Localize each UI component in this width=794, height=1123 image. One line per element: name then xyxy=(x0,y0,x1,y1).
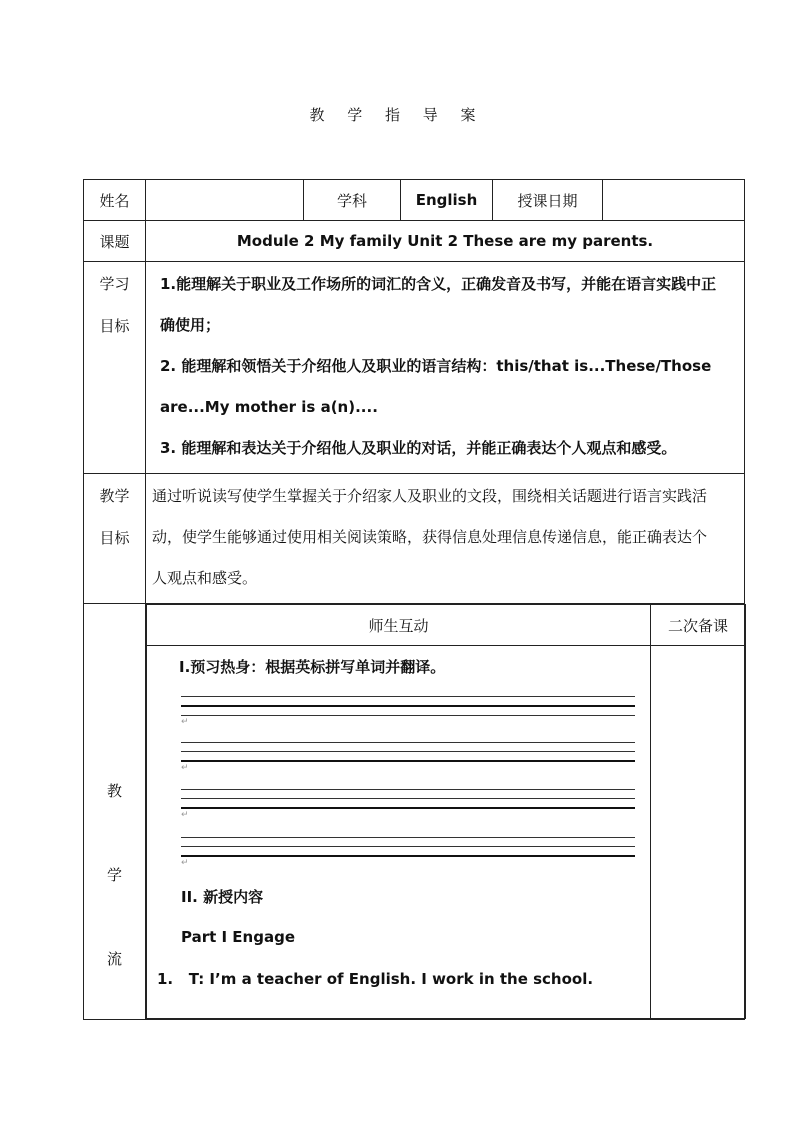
teaching-label-line2: 目标 xyxy=(99,529,130,547)
header-row xyxy=(84,180,745,221)
teaching-objectives-row xyxy=(84,474,745,604)
teaching-objective-line2: 动，使学生能够通过使用相关阅读策略，获得信息处理信息传递信息，能正确表达个 xyxy=(152,528,708,546)
return-mark-2: ↵ xyxy=(181,763,189,773)
teaching-objective-line3: 人观点和感受。 xyxy=(152,569,258,587)
date-label: 授课日期 xyxy=(493,180,603,221)
date-field[interactable] xyxy=(603,180,745,221)
learning-objectives-row xyxy=(84,262,745,474)
return-mark-3: ↵ xyxy=(181,810,189,820)
objective-3: 3. 能理解和表达关于介绍他人及职业的对话，并能正确表达个人观点和感受。 xyxy=(160,439,677,457)
page-title: 教 学 指 导 案 xyxy=(309,106,485,124)
objective-2-line2: are...My mother is a(n).... xyxy=(160,398,378,416)
learning-label-line2: 目标 xyxy=(99,317,130,335)
process-inner-table xyxy=(146,604,746,1019)
writing-lines-4 xyxy=(181,837,635,867)
objective-2-line1: 2. 能理解和领悟关于介绍他人及职业的语言结构：this/that is...These/Those xyxy=(160,357,712,375)
process-label-char2: 学 xyxy=(106,866,122,884)
return-mark-1: ↵ xyxy=(181,717,189,727)
process-label xyxy=(84,604,146,1020)
objective-1-line2: 确使用； xyxy=(160,316,221,334)
process-content xyxy=(146,604,745,1020)
warmup-title: I.预习热身：根据英标拼写单词并翻译。 xyxy=(179,658,446,676)
step-1: 1. T: I’m a teacher of English. I work in the school. xyxy=(157,970,594,988)
learning-label-line1: 学习 xyxy=(99,275,130,293)
topic-label: 课题 xyxy=(84,221,146,262)
teaching-objective-line1: 通过听说读写使学生掌握关于介绍家人及职业的文段，围绕相关话题进行语言实践活 xyxy=(152,487,708,505)
part-1-title: Part I Engage xyxy=(181,928,296,946)
objective-1-line1: 1.能理解关于职业及工作场所的词汇的含义，正确发音及书写，并能在语言实践中正 xyxy=(160,275,717,293)
writing-lines-3 xyxy=(181,789,635,819)
subject-value: English xyxy=(401,180,493,221)
name-label: 姓名 xyxy=(84,180,146,221)
name-field[interactable] xyxy=(146,180,304,221)
interaction-header: 师生互动 xyxy=(147,605,651,646)
teaching-objectives-label xyxy=(84,474,146,604)
learning-objectives-content xyxy=(146,262,745,474)
new-content-title: II. 新授内容 xyxy=(181,888,264,906)
writing-lines-1 xyxy=(181,696,635,726)
learning-objectives-label xyxy=(84,262,146,474)
teaching-objectives-content xyxy=(146,474,745,604)
lesson-plan-table xyxy=(83,179,745,1020)
writing-lines-2 xyxy=(181,742,635,772)
subject-label: 学科 xyxy=(304,180,401,221)
topic-row xyxy=(84,221,745,262)
teaching-label-line1: 教学 xyxy=(99,487,130,505)
topic-value: Module 2 My family Unit 2 These are my parents. xyxy=(146,221,745,262)
second-prep-body[interactable] xyxy=(651,646,746,1019)
process-label-char3: 流 xyxy=(106,950,122,968)
process-row xyxy=(84,604,745,1020)
return-mark-4: ↵ xyxy=(181,858,189,868)
second-prep-header: 二次备课 xyxy=(651,605,746,646)
process-label-char1: 教 xyxy=(106,782,122,800)
interaction-body xyxy=(147,646,651,1019)
